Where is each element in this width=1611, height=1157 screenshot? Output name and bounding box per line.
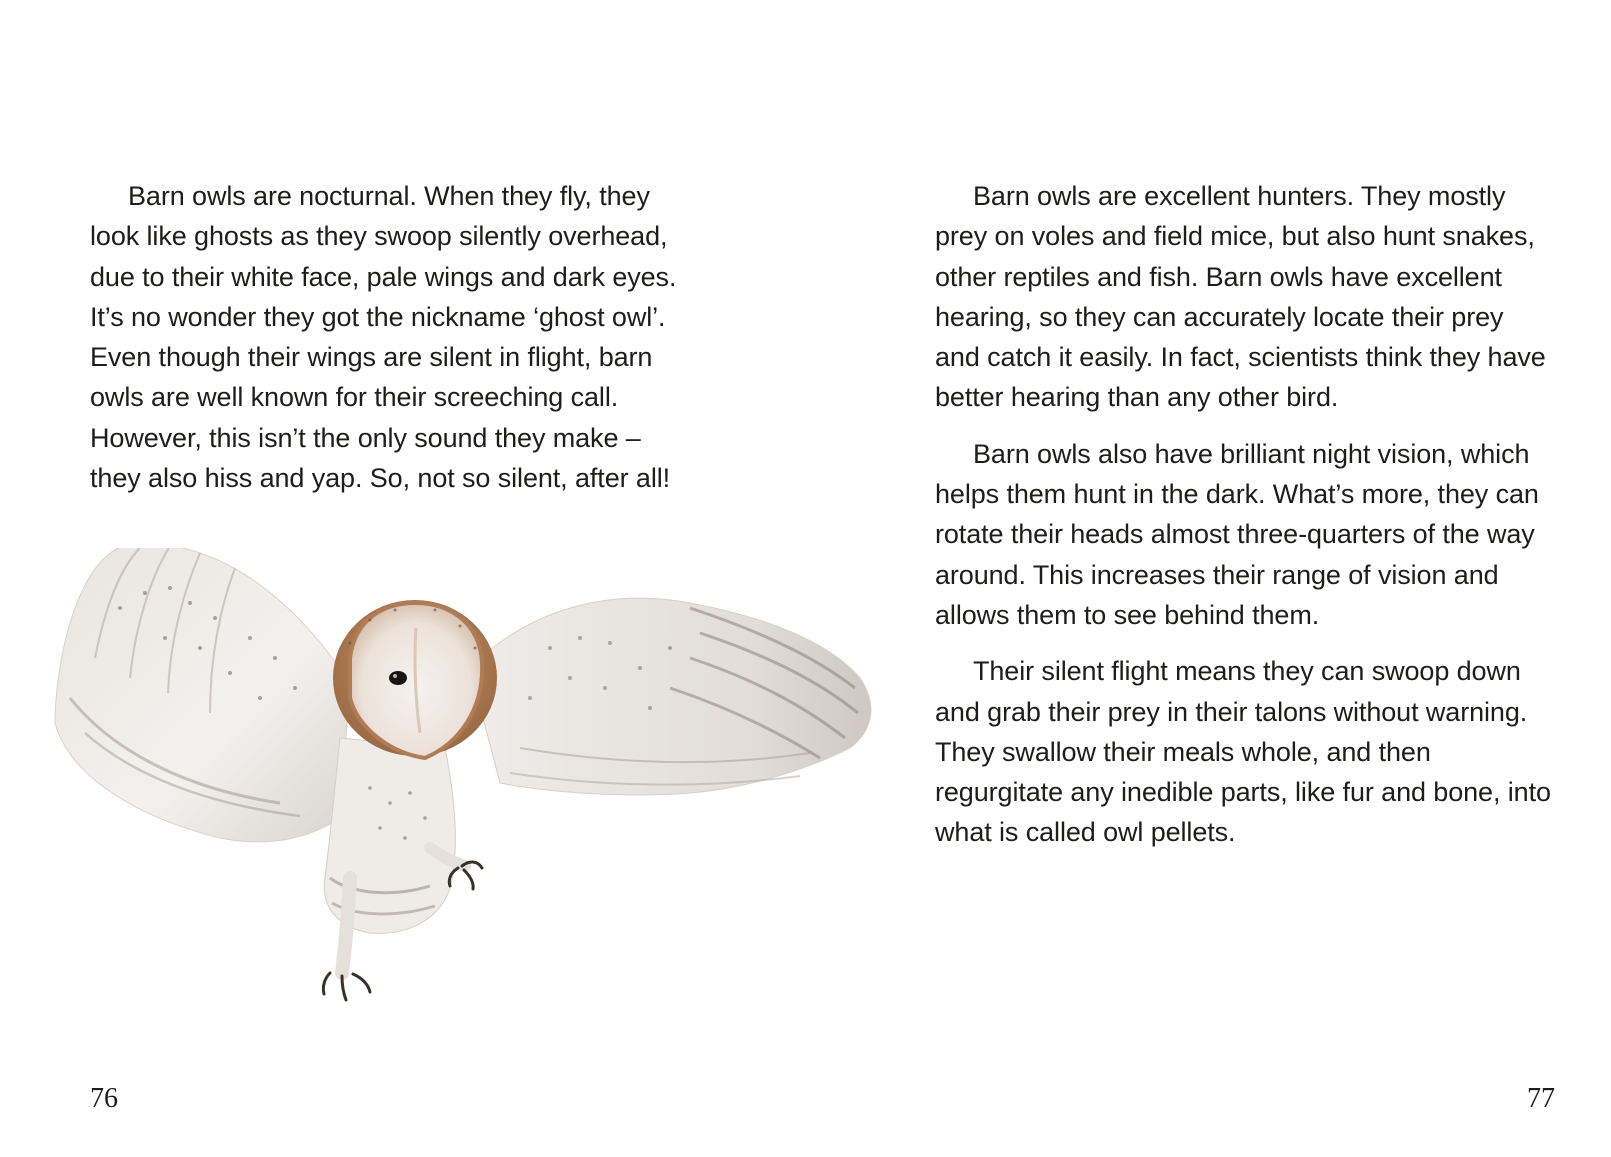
- left-page-text: [90, 176, 694, 498]
- page-number-left: 76: [90, 1083, 118, 1114]
- left-page: [0, 0, 805, 1157]
- barn-owl-illustration: [50, 548, 900, 1028]
- right-paragraph-1: Barn owls are excellent hunters. They mostly prey on voles and field mice, but also hunt snakes, other reptiles and fish. Barn owls have excellent hearing, so they can accurately locate their prey and catch it easily. In fact, scientists think they have better hearing than any other bird.: [935, 181, 1546, 413]
- right-paragraph-3: Their silent flight means they can swoop down and grab their prey in their talons without warning. They swallow their meals whole, and then regurgitate any inedible parts, like fur and bone, into what is called owl pellets.: [935, 656, 1551, 848]
- left-paragraph-1: Barn owls are nocturnal. When they fly, they look like ghosts as they swoop silently overhead, due to their white face, pale wings and dark eyes. It’s no wonder they got the nickname ‘ghost owl’. Even though their wings are silent in flight, barn owls are well known for their screeching call. However, this isn’t the only sound they make – they also hiss and yap. So, not so silent, after all!: [90, 181, 677, 494]
- right-paragraph-2: Barn owls also have brilliant night vision, which helps them hunt in the dark. What’s more, they can rotate their heads almost three-quarters of the way around. This increases their range of vision and allows them to see behind them.: [935, 438, 1539, 630]
- owl-head: [333, 600, 497, 758]
- right-page: [805, 0, 1611, 1157]
- left-wing: [55, 548, 350, 842]
- right-page-text: [935, 176, 1555, 853]
- barn-owl-photo: [50, 548, 900, 1028]
- page-number-right: 77: [1527, 1083, 1555, 1114]
